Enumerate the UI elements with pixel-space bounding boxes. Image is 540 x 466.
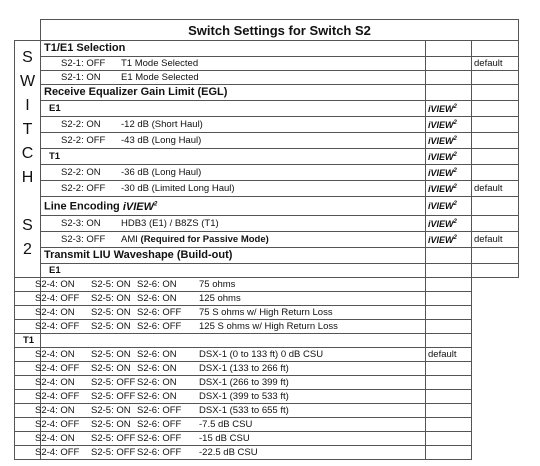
- iview-marker: iVIEW$^2$: [426, 117, 472, 133]
- section-header-line-encoding: Line Encoding iVIEW$^2$: [41, 197, 426, 216]
- table-row: [15, 445, 519, 459]
- switch-s2-5: S2-5: ON: [91, 292, 131, 304]
- option-description: DSX-1 (266 to 399 ft): [199, 376, 289, 388]
- switch-s2-4: S2-4: OFF: [35, 320, 80, 332]
- option-description: -7.5 dB CSU: [199, 418, 253, 430]
- switch-s2-6: S2-6: OFF: [137, 306, 182, 318]
- section-header-t1e1: T1/E1 Selection: [41, 41, 426, 57]
- section-header-egl: Receive Equalizer Gain Limit (EGL): [41, 85, 426, 101]
- empty-cell: [426, 71, 472, 85]
- iview-marker: iVIEW$^2$: [426, 101, 472, 117]
- option-description: E1 Mode Selected: [121, 72, 199, 83]
- empty-cell: [426, 247, 472, 263]
- table-row: [15, 389, 519, 403]
- option-description: -30 dB (Limited Long Haul): [121, 183, 235, 194]
- table-row: [15, 305, 519, 319]
- table-row: [15, 417, 519, 431]
- table-row: [15, 181, 519, 197]
- default-marker: [426, 403, 472, 417]
- switch-s2-4: S2-4: OFF: [35, 418, 80, 430]
- default-marker: [426, 291, 472, 305]
- switch-s2-6: S2-6: ON: [137, 390, 177, 402]
- switch-option: S2-1: OFF: [61, 58, 106, 69]
- option-description: -43 dB (Long Haul): [121, 135, 202, 146]
- table-row: [15, 291, 519, 305]
- empty-cell: [472, 247, 519, 263]
- iview-marker: iVIEW$^2$: [426, 133, 472, 149]
- switch-s2-4: S2-4: OFF: [35, 292, 80, 304]
- default-marker: [472, 71, 519, 85]
- option-description: 75 ohms: [199, 278, 236, 290]
- switch-s2-4: S2-4: OFF: [35, 362, 80, 374]
- empty-cell: [472, 149, 519, 165]
- default-marker: [426, 375, 472, 389]
- table-row: [15, 361, 519, 375]
- switch-s2-6: S2-6: ON: [137, 292, 177, 304]
- switch-s2-5: S2-5: ON: [91, 278, 131, 290]
- subheader-e1: E1: [41, 101, 426, 117]
- switch-settings-table: [14, 19, 519, 460]
- default-marker: [472, 133, 519, 149]
- empty-cell: [426, 333, 472, 347]
- subheader-t1: T1: [15, 333, 41, 347]
- empty-cell: [426, 263, 472, 277]
- table-row: [15, 57, 519, 71]
- switch-s2-4: S2-4: OFF: [35, 390, 80, 402]
- option-description: T1 Mode Selected: [121, 58, 199, 69]
- option-description: 125 ohms: [199, 292, 241, 304]
- option-description: -12 dB (Short Haul): [121, 119, 203, 130]
- default-marker: [472, 117, 519, 133]
- iview-marker: iVIEW$^2$: [426, 215, 472, 231]
- switch-option: S2-2: OFF: [61, 183, 106, 194]
- switch-s2-6: S2-6: OFF: [137, 320, 182, 332]
- table-corner: [15, 20, 41, 41]
- side-label: SWITCH S2: [19, 48, 36, 265]
- switch-s2-4: S2-4: OFF: [35, 446, 80, 458]
- table-row: [15, 133, 519, 149]
- default-marker: [426, 319, 472, 333]
- option-description: -15 dB CSU: [199, 432, 250, 444]
- switch-s2-5: S2-5: ON: [91, 320, 131, 332]
- default-marker: [472, 165, 519, 181]
- option-description: 75 S ohms w/ High Return Loss: [199, 306, 333, 318]
- table-row: [15, 319, 519, 333]
- switch-s2-5: S2-5: ON: [91, 404, 131, 416]
- option-description: -22.5 dB CSU: [199, 446, 258, 458]
- empty-cell: [472, 197, 519, 216]
- switch-s2-4: S2-4: ON: [35, 278, 75, 290]
- switch-option: S2-3: OFF: [61, 233, 106, 245]
- subheader-t1: T1: [41, 149, 426, 165]
- default-marker: [426, 361, 472, 375]
- switch-s2-6: S2-6: OFF: [137, 404, 182, 416]
- option-description: HDB3 (E1) / B8ZS (T1): [121, 217, 219, 229]
- option-description: DSX-1 (399 to 533 ft): [199, 390, 289, 402]
- switch-s2-4: S2-4: ON: [35, 306, 75, 318]
- section-header-liu: Transmit LIU Waveshape (Build-out): [41, 247, 426, 263]
- option-description: -36 dB (Long Haul): [121, 167, 202, 178]
- switch-s2-6: S2-6: ON: [137, 278, 177, 290]
- option-description: DSX-1 (133 to 266 ft): [199, 362, 289, 374]
- switch-s2-4: S2-4: ON: [35, 404, 75, 416]
- switch-s2-5: S2-5: OFF: [91, 446, 136, 458]
- default-marker: [426, 417, 472, 431]
- switch-s2-6: S2-6: OFF: [137, 418, 182, 430]
- switch-s2-5: S2-5: OFF: [91, 376, 136, 388]
- table-row: [15, 71, 519, 85]
- default-marker: [426, 445, 472, 459]
- default-marker: [426, 431, 472, 445]
- iview-marker: iVIEW$^2$: [426, 231, 472, 247]
- switch-option: S2-2: ON: [61, 167, 101, 178]
- option-description: AMI: [121, 233, 141, 245]
- switch-s2-5: S2-5: OFF: [91, 390, 136, 402]
- option-description: DSX-1 (533 to 655 ft): [199, 404, 289, 416]
- option-description: 125 S ohms w/ High Return Loss: [199, 320, 338, 332]
- switch-s2-6: S2-6: OFF: [137, 446, 182, 458]
- switch-s2-6: S2-6: ON: [137, 362, 177, 374]
- default-marker: default: [472, 57, 519, 71]
- switch-option: S2-2: OFF: [61, 135, 106, 146]
- default-marker: [426, 389, 472, 403]
- table-row: [15, 277, 519, 291]
- switch-s2-5: S2-5: ON: [91, 348, 131, 360]
- iview-marker: iVIEW$^2$: [426, 165, 472, 181]
- table-row: [15, 215, 519, 231]
- table-row: [15, 347, 519, 361]
- iview-marker: iVIEW$^2$: [426, 181, 472, 197]
- option-note: (Required for Passive Mode): [140, 233, 269, 245]
- table-row: [15, 375, 519, 389]
- switch-s2-5: S2-5: ON: [91, 418, 131, 430]
- switch-s2-5: S2-5: ON: [91, 362, 131, 374]
- switch-option: S2-2: ON: [61, 119, 101, 130]
- default-marker: [426, 305, 472, 319]
- table-row: [15, 231, 519, 247]
- iview-marker: iVIEW$^2$: [426, 149, 472, 165]
- switch-s2-6: S2-6: ON: [137, 376, 177, 388]
- empty-cell: [472, 263, 519, 277]
- empty-cell: [472, 41, 519, 57]
- side-label-cell: [15, 41, 41, 278]
- empty-cell: [426, 85, 472, 101]
- switch-s2-6: S2-6: ON: [137, 348, 177, 360]
- title-row: [15, 20, 519, 41]
- switch-s2-4: S2-4: ON: [35, 376, 75, 388]
- empty-cell: [472, 85, 519, 101]
- empty-cell: [41, 333, 426, 347]
- empty-cell: [472, 101, 519, 117]
- switch-s2-5: S2-5: OFF: [91, 432, 136, 444]
- table-row: [15, 117, 519, 133]
- empty-cell: [426, 57, 472, 71]
- default-marker: default: [472, 181, 519, 197]
- iview-marker: iVIEW$^2$: [426, 197, 472, 216]
- switch-s2-5: S2-5: ON: [91, 306, 131, 318]
- default-marker: [426, 277, 472, 291]
- table-row: [15, 165, 519, 181]
- table-title: Switch Settings for Switch S2: [41, 20, 519, 41]
- option-description: DSX-1 (0 to 133 ft) 0 dB CSU: [199, 348, 324, 360]
- empty-cell: [426, 41, 472, 57]
- default-marker: [472, 215, 519, 231]
- switch-option: S2-3: ON: [61, 217, 101, 229]
- table-row: [15, 403, 519, 417]
- switch-settings-document: [14, 19, 518, 460]
- default-marker: default: [472, 231, 519, 247]
- subheader-e1: E1: [41, 263, 426, 277]
- switch-option: S2-1: ON: [61, 72, 101, 83]
- table-row: [15, 431, 519, 445]
- switch-s2-6: S2-6: OFF: [137, 432, 182, 444]
- default-marker: default: [426, 347, 472, 361]
- switch-s2-4: S2-4: ON: [35, 432, 75, 444]
- switch-s2-4: S2-4: ON: [35, 348, 75, 360]
